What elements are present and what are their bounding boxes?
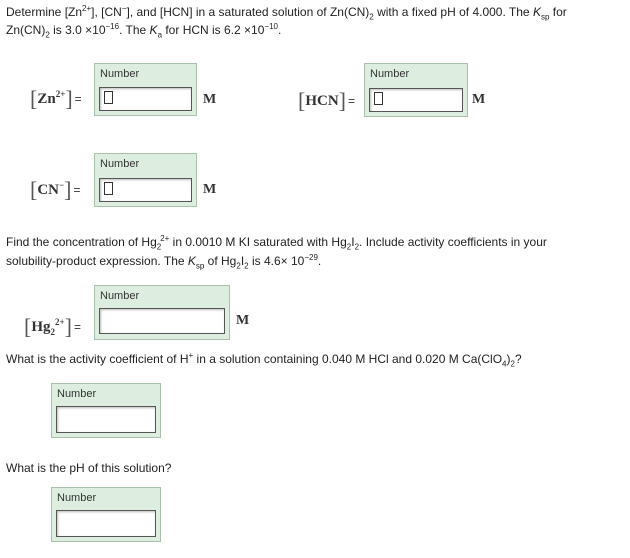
hcn-concentration-expression: [HCN] =: [298, 88, 356, 113]
zn-concentration-expression: $[Zn^{2+}]$ =: [30, 86, 82, 111]
q1-text: for: [549, 5, 567, 19]
text-cursor-icon: [104, 182, 113, 195]
ph-answer-input[interactable]: [56, 510, 156, 537]
ph-answer-box: [51, 487, 161, 542]
question-2-line-2: [6, 252, 321, 271]
q2-text: 2: [156, 242, 162, 252]
activity-coefficient-input[interactable]: [56, 406, 156, 433]
q3-text: ): [506, 352, 511, 366]
hg-answer-box: [94, 285, 230, 340]
zn-unit: M: [203, 92, 217, 107]
cn-concentration-expression: [CN−] =: [30, 177, 81, 202]
q2-text: K: [187, 254, 196, 268]
q2-text: −29: [304, 253, 318, 262]
number-label: Number: [100, 290, 140, 302]
hg-answer-input[interactable]: [99, 308, 225, 334]
q3-text: 2: [510, 359, 515, 369]
q2-text: Find the concentration of Hg: [6, 235, 157, 249]
number-label: Number: [370, 68, 410, 80]
q2-text: is 4.6× 10: [248, 254, 305, 268]
q1-text: 2+: [82, 4, 92, 13]
text-cursor-icon: [104, 91, 113, 104]
q1-text: −16: [105, 22, 120, 31]
question-1-line-1: [6, 3, 567, 22]
q1-text: a: [157, 30, 163, 40]
q1-text: ], [CN: [91, 5, 122, 19]
number-label: Number: [100, 68, 140, 80]
cn-unit: M: [203, 182, 217, 197]
question-4-text: What is the pH of this solution?: [6, 461, 172, 475]
number-label: Number: [57, 388, 97, 400]
q2-text: 2: [346, 242, 352, 252]
zn-answer-box: [94, 63, 197, 116]
q2-text: I: [240, 254, 245, 268]
q1-text: Zn(CN): [6, 23, 46, 37]
number-label: Number: [57, 492, 97, 504]
q2-text: I: [351, 235, 355, 249]
q1-text: for HCN is 6.2 ×10: [162, 23, 265, 37]
cn-answer-box: [94, 153, 197, 207]
hg-concentration-expression: $[Hg_2^{2+}]$ =: [24, 314, 81, 339]
q3-text: +: [188, 351, 194, 360]
activity-coefficient-answer-box: [51, 383, 161, 438]
hcn-answer-input[interactable]: [369, 88, 463, 112]
text-cursor-icon: [374, 92, 383, 105]
q2-text: 2: [244, 261, 249, 271]
q1-text: K: [149, 23, 158, 37]
q1-text: .: [277, 23, 282, 37]
q1-text: ], and [HCN] in a saturated solution of Zn(CN): [126, 5, 370, 19]
question-3-text: [6, 350, 522, 369]
q1-text: −: [121, 4, 127, 13]
q1-text: with a fixed pH of 4.000. The: [373, 5, 533, 19]
q3-text: ?: [514, 352, 522, 366]
q2-text: 2: [236, 261, 241, 271]
q2-text: 2: [354, 242, 360, 252]
q2-text: solubility-product expression. The: [6, 254, 188, 268]
q3-text: in a solution containing 0.040 M HCl and 0.020 M Ca(ClO: [193, 352, 503, 366]
q1-text: sp: [540, 12, 550, 22]
q2-text: sp: [195, 261, 205, 271]
q2-text: . Include activity coefficients in your: [359, 235, 547, 249]
hg-unit: M: [236, 313, 250, 328]
hcn-unit: M: [472, 92, 486, 107]
q2-text: .: [317, 254, 322, 268]
q1-text: Determine [Zn: [6, 5, 83, 19]
q1-text: −10: [264, 22, 278, 31]
number-label: Number: [100, 158, 140, 170]
q1-text: is 3.0 ×10: [49, 23, 106, 37]
q1-text: 2: [369, 12, 374, 22]
q3-text: 4: [502, 359, 507, 369]
q1-text: . The: [119, 23, 150, 37]
q1-text: 2: [45, 30, 50, 40]
q3-text: What is the activity coefficient of H: [6, 352, 189, 366]
q2-text: in 0.0010 M KI saturated with Hg: [169, 235, 347, 249]
q1-text: K: [532, 5, 541, 19]
cn-answer-input[interactable]: [99, 178, 192, 202]
question-1-line-2: [6, 21, 281, 40]
q2-text: of Hg: [204, 254, 237, 268]
question-2-line-1: [6, 233, 547, 252]
q2-text: 2+: [160, 234, 170, 243]
zn-answer-input[interactable]: [99, 87, 192, 111]
hcn-answer-box: [364, 63, 468, 117]
